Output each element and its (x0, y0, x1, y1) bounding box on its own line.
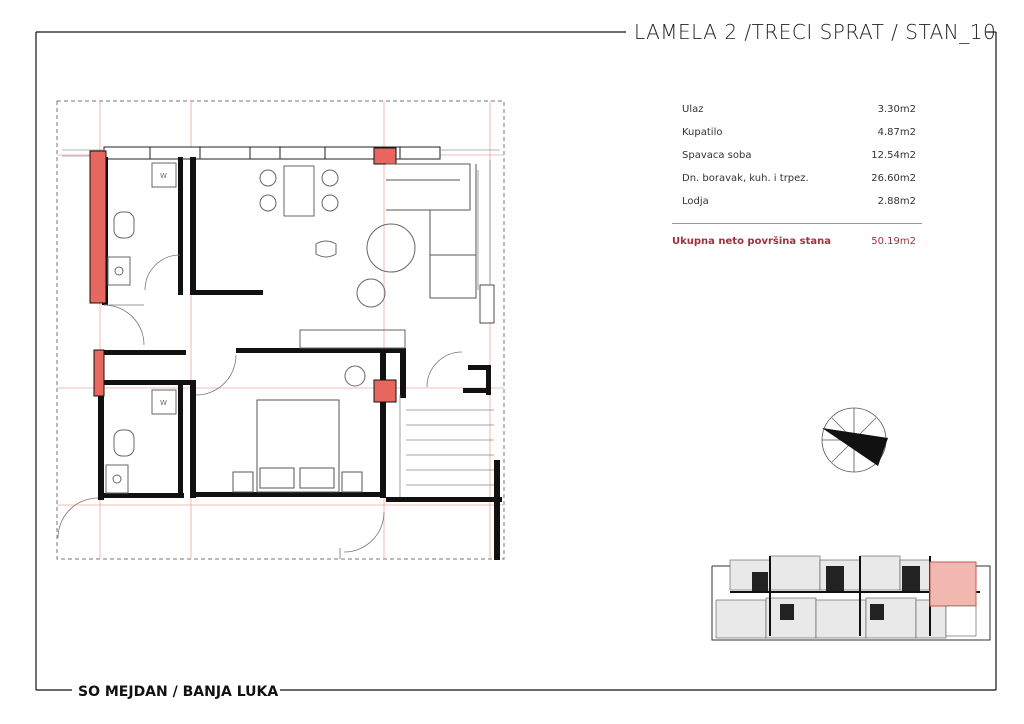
area-value: 26.60m2 (871, 173, 916, 184)
area-label: Kupatilo (682, 127, 723, 138)
area-value: 12.54m2 (871, 150, 916, 161)
appliance-label: W (160, 172, 167, 180)
area-label: Dn. boravak, kuh. i trpez. (682, 173, 809, 184)
highlighted-unit (930, 562, 976, 606)
area-value: 3.30m2 (877, 104, 916, 115)
area-label: Spavaca soba (682, 150, 752, 161)
area-value: 4.87m2 (877, 127, 916, 138)
page-title: LAMELA 2 /TRECI SPRAT / STAN_10 (634, 20, 997, 44)
area-value: 2.88m2 (877, 196, 916, 207)
location-footer: SO MEJDAN / BANJA LUKA (78, 684, 279, 700)
area-total-value: 50.19m2 (871, 236, 916, 247)
area-label: Ulaz (682, 104, 704, 115)
appliance-label: W (160, 399, 167, 407)
area-label: Lodja (682, 196, 709, 207)
area-total-label: Ukupna neto površina stana (672, 236, 831, 247)
